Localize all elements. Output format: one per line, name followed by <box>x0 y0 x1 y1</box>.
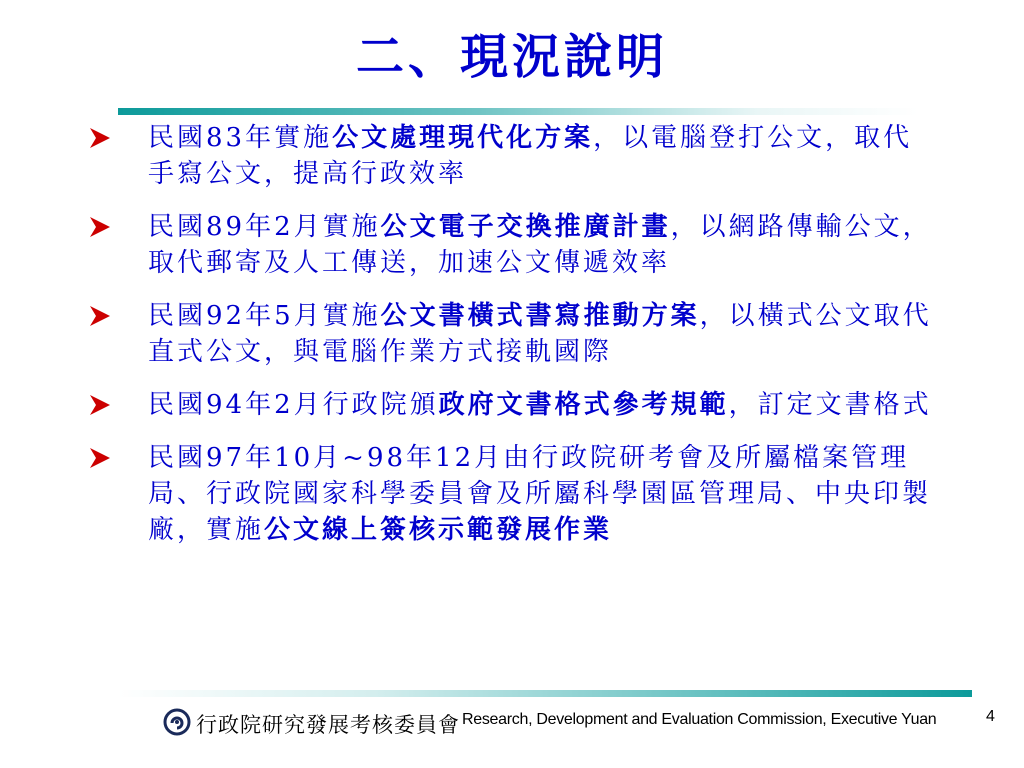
bullet-emphasis: 公文處理現代化方案 <box>332 123 594 153</box>
list-item <box>88 298 938 370</box>
red-arrowhead-icon <box>88 304 112 328</box>
list-item <box>88 387 938 423</box>
red-arrowhead-icon <box>88 215 112 239</box>
red-arrowhead-icon <box>88 126 112 150</box>
list-item <box>88 120 938 192</box>
footer-divider <box>118 690 972 697</box>
footer-org-english: Research, Development and Evaluation Commission, Executive Yuan <box>462 711 937 728</box>
page-number: 4 <box>986 708 995 725</box>
bullet-text: 民國97年10月~98年12月由行政院研考會及所屬檔案管理局、行政院國家科學委員會及所屬科學園區管理局、中央印製廠，實施公文線上簽核示範發展作業 <box>148 443 932 545</box>
rdec-logo-icon <box>163 708 191 736</box>
bullet-text: 民國92年5月實施公文書橫式書寫推動方案，以橫式公文取代直式公文，與電腦作業方式接軌國際 <box>148 301 932 367</box>
list-item <box>88 440 938 548</box>
page-title: 二、現況說明 <box>355 29 668 85</box>
red-arrowhead-icon <box>88 393 112 417</box>
bullet-emphasis: 政府文書格式參考規範 <box>438 390 729 420</box>
list-item <box>88 209 938 281</box>
bullet-list <box>88 120 938 565</box>
bullet-text: 民國89年2月實施公文電子交換推廣計畫，以網路傳輸公文，取代郵寄及人工傳送，加速公文傳遞效率 <box>148 212 932 278</box>
footer-org-chinese: 行政院研究發展考核委員會 <box>196 713 460 737</box>
bullet-emphasis: 公文線上簽核示範發展作業 <box>264 515 613 545</box>
bullet-emphasis: 公文電子交換推廣計畫 <box>380 212 671 242</box>
title-divider <box>118 108 918 115</box>
bullet-emphasis: 公文書橫式書寫推動方案 <box>380 301 700 331</box>
bullet-text: 民國83年實施公文處理現代化方案，以電腦登打公文，取代手寫公文，提高行政效率 <box>148 123 913 189</box>
red-arrowhead-icon <box>88 446 112 470</box>
bullet-text: 民國94年2月行政院頒政府文書格式參考規範，訂定文書格式 <box>148 390 932 420</box>
